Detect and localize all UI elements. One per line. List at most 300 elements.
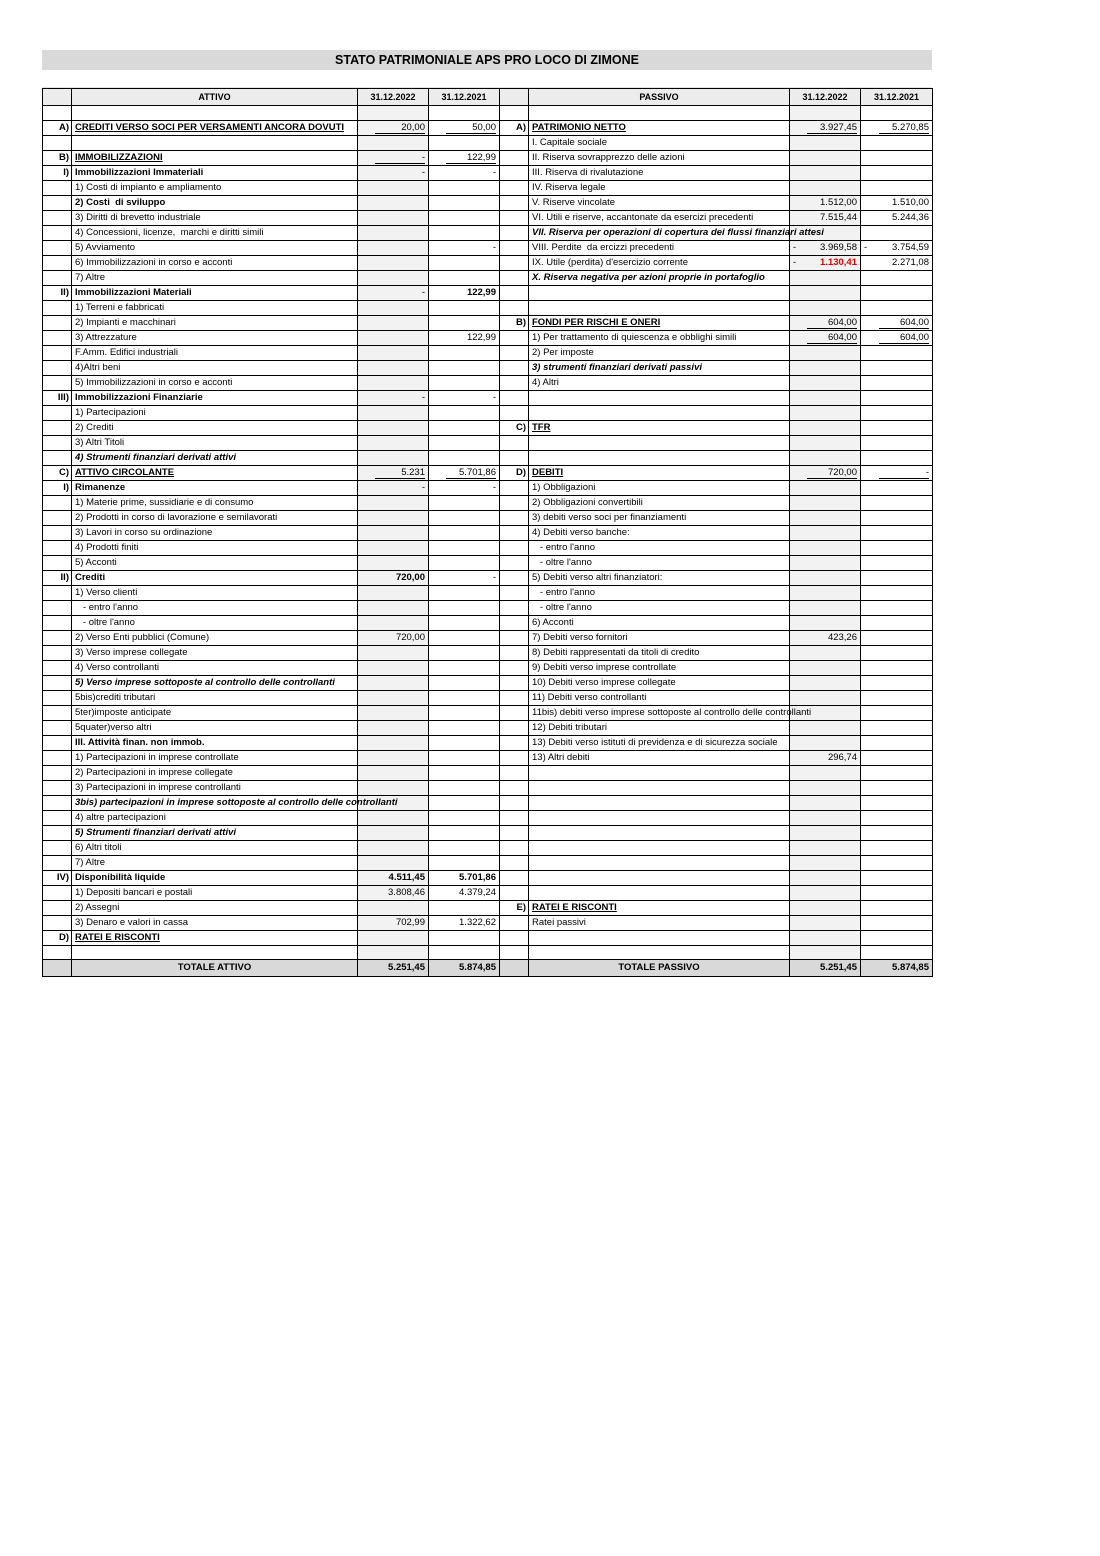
passivo-value-2021 [861,165,933,180]
passivo-value-2022 [790,660,861,675]
passivo-value-2021 [861,720,933,735]
attivo-prefix [43,840,72,855]
table-row [43,375,933,390]
passivo-value-2021 [861,525,933,540]
attivo-value-2021 [429,660,500,675]
passivo-value-2021 [861,420,933,435]
passivo-prefix [500,450,529,465]
attivo-value-2022 [358,315,429,330]
attivo-value-2022 [358,945,429,960]
attivo-label: Immobilizzazioni Immateriali [72,165,358,180]
table-row [43,465,933,480]
attivo-value-2021 [429,315,500,330]
passivo-label: 3) strumenti finanziari derivati passivi [529,360,790,375]
passivo-prefix [500,735,529,750]
attivo-value-2021 [429,705,500,720]
balance-table [42,88,933,977]
attivo-value-2021: - [429,570,500,585]
attivo-value-2022 [358,195,429,210]
passivo-value-2021 [861,555,933,570]
attivo-prefix: II) [43,285,72,300]
passivo-value-2021 [861,300,933,315]
totale-passivo-2022: 5.251,45 [790,960,861,977]
table-row [43,420,933,435]
passivo-value-2021 [861,915,933,930]
attivo-value-2021 [429,540,500,555]
attivo-value-2021 [429,435,500,450]
passivo-label [529,840,790,855]
passivo-prefix [500,600,529,615]
passivo-value-2022 [790,405,861,420]
attivo-label: 4) altre partecipazioni [72,810,358,825]
table-row [43,315,933,330]
attivo-prefix [43,315,72,330]
attivo-value-2022 [358,106,429,121]
passivo-value-2022 [790,720,861,735]
table-row [43,150,933,165]
passivo-value-2021 [861,106,933,121]
attivo-label: 4) Concessioni, licenze, marchi e diritti simili [72,225,358,240]
passivo-prefix [500,795,529,810]
passivo-prefix [500,135,529,150]
passivo-value-2021 [861,390,933,405]
passivo-prefix [500,345,529,360]
passivo-value-2021 [861,660,933,675]
passivo-prefix [500,855,529,870]
attivo-value-2021 [429,825,500,840]
attivo-value-2022 [358,420,429,435]
passivo-value-2021 [861,930,933,945]
attivo-prefix: I) [43,165,72,180]
attivo-value-2021 [429,450,500,465]
passivo-label: 3) debiti verso soci per finanziamenti [529,510,790,525]
attivo-value-2021 [429,225,500,240]
passivo-label: TFR [529,420,790,435]
passivo-value-2022 [790,435,861,450]
attivo-value-2022 [358,495,429,510]
passivo-value-2022 [790,735,861,750]
attivo-label: Rimanenze [72,480,358,495]
passivo-value-2022 [790,825,861,840]
passivo-prefix [500,360,529,375]
attivo-prefix: II) [43,570,72,585]
attivo-prefix [43,855,72,870]
passivo-label [529,106,790,121]
spacer-row [42,70,932,88]
passivo-value-2021 [861,480,933,495]
table-row [43,900,933,915]
attivo-prefix [43,900,72,915]
attivo-value-2021 [429,525,500,540]
passivo-label: V. Riserve vincolate [529,195,790,210]
table-row [43,120,933,135]
passivo-col-2022: 31.12.2022 [790,89,861,106]
passivo-value-2021 [861,705,933,720]
passivo-value-2021 [861,150,933,165]
passivo-label: - oltre l'anno [529,600,790,615]
passivo-value-2022 [790,106,861,121]
attivo-value-2021 [429,795,500,810]
attivo-header: ATTIVO [72,89,358,106]
passivo-label: PATRIMONIO NETTO [529,120,790,135]
attivo-value-2022 [358,645,429,660]
passivo-value-2022: 720,00 [790,465,861,480]
passivo-value-2022 [790,540,861,555]
table-row [43,705,933,720]
attivo-label: 2) Assegni [72,900,358,915]
passivo-label: 12) Debiti tributari [529,720,790,735]
attivo-prefix [43,435,72,450]
passivo-label: FONDI PER RISCHI E ONERI [529,315,790,330]
attivo-prefix [43,525,72,540]
passivo-label [529,780,790,795]
passivo-label: II. Riserva sovrapprezzo delle azioni [529,150,790,165]
negative-sign: - [793,241,797,253]
passivo-label: - entro l'anno [529,540,790,555]
passivo-value-2022 [790,390,861,405]
attivo-prefix [43,300,72,315]
passivo-label: X. Riserva negativa per azioni proprie in portafoglio [529,270,790,285]
attivo-prefix [43,270,72,285]
passivo-prefix [500,660,529,675]
passivo-value-2021: 604,00 [861,330,933,345]
passivo-prefix [500,870,529,885]
passivo-prefix [500,930,529,945]
table-row [43,750,933,765]
attivo-value-2021 [429,675,500,690]
attivo-value-2022 [358,810,429,825]
attivo-value-2021 [429,900,500,915]
totals-row [43,960,933,977]
attivo-value-2021 [429,780,500,795]
sheet-title: STATO PATRIMONIALE APS PRO LOCO DI ZIMONE [42,50,932,70]
passivo-value-2022 [790,345,861,360]
passivo-prefix [500,285,529,300]
attivo-value-2022 [358,525,429,540]
passivo-prefix [500,150,529,165]
passivo-label [529,300,790,315]
passivo-prefix [500,780,529,795]
table-row [43,840,933,855]
passivo-value-2021 [861,840,933,855]
header-row [43,89,933,106]
table-row [43,330,933,345]
table-row [43,585,933,600]
passivo-value-2022 [790,555,861,570]
attivo-value-2021 [429,690,500,705]
passivo-label: 5) Debiti verso altri finanziatori: [529,570,790,585]
attivo-prefix [43,375,72,390]
passivo-prefix [500,630,529,645]
attivo-value-2022 [358,240,429,255]
attivo-label: 2) Partecipazioni in imprese collegate [72,765,358,780]
passivo-value-2022 [790,450,861,465]
attivo-value-2021 [429,420,500,435]
passivo-label: VI. Utili e riserve, accantonate da esercizi precedenti [529,210,790,225]
passivo-value-2022 [790,180,861,195]
passivo-value-2022 [790,615,861,630]
attivo-prefix [43,885,72,900]
attivo-prefix [43,615,72,630]
passivo-label: 7) Debiti verso fornitori [529,630,790,645]
passivo-value-2022 [790,360,861,375]
attivo-value-2022: - [358,480,429,495]
attivo-prefix [43,210,72,225]
passivo-label: 1) Obbligazioni [529,480,790,495]
attivo-prefix [43,180,72,195]
attivo-value-2022 [358,900,429,915]
passivo-value-2021 [861,750,933,765]
attivo-prefix: III) [43,390,72,405]
table-row [43,855,933,870]
attivo-label: 5bis)crediti tributari [72,690,358,705]
passivo-value-2021 [861,645,933,660]
attivo-value-2021 [429,555,500,570]
attivo-prefix: C) [43,465,72,480]
table-row [43,225,933,240]
table-row [43,540,933,555]
attivo-value-2022: 702,99 [358,915,429,930]
attivo-value-2021 [429,495,500,510]
passivo-value-2022 [790,690,861,705]
passivo-value-2022 [790,135,861,150]
totale-attivo-2022: 5.251,45 [358,960,429,977]
attivo-value-2021 [429,735,500,750]
table-row [43,570,933,585]
attivo-label: - oltre l'anno [72,615,358,630]
totale-attivo-label: TOTALE ATTIVO [72,960,358,977]
attivo-value-2021: 5.701,86 [429,870,500,885]
attivo-prefix [43,765,72,780]
table-row [43,435,933,450]
attivo-value-2021 [429,630,500,645]
attivo-label: 4) Strumenti finanziari derivati attivi [72,450,358,465]
attivo-label: 6) Altri titoli [72,840,358,855]
passivo-label: 11) Debiti verso controllanti [529,690,790,705]
attivo-value-2022 [358,255,429,270]
table-row [43,795,933,810]
attivo-value-2021 [429,585,500,600]
passivo-prefix [500,210,529,225]
attivo-label: 7) Altre [72,855,358,870]
table-row [43,630,933,645]
passivo-prefix [500,300,529,315]
passivo-label [529,435,790,450]
passivo-value-2021 [861,600,933,615]
passivo-prefix [500,390,529,405]
attivo-prefix [43,690,72,705]
passivo-prefix [500,885,529,900]
passivo-value-2021 [861,780,933,795]
attivo-prefix [43,330,72,345]
attivo-prefix [43,195,72,210]
passivo-label [529,825,790,840]
attivo-value-2022 [358,360,429,375]
attivo-label: 4)Altri beni [72,360,358,375]
passivo-value-2022 [790,855,861,870]
attivo-prefix: I) [43,480,72,495]
attivo-prefix: A) [43,120,72,135]
passivo-prefix [500,765,529,780]
attivo-prefix [43,555,72,570]
passivo-prefix [500,495,529,510]
table-row [43,720,933,735]
attivo-label: 3) Lavori in corso su ordinazione [72,525,358,540]
attivo-value-2022 [358,600,429,615]
attivo-value-2022 [358,450,429,465]
passivo-label [529,930,790,945]
attivo-value-2022: - [358,285,429,300]
passivo-value-2022 [790,150,861,165]
passivo-prefix [500,525,529,540]
passivo-label: IV. Riserva legale [529,180,790,195]
passivo-label: 4) Altri [529,375,790,390]
attivo-value-2021 [429,750,500,765]
table-row [43,615,933,630]
attivo-value-2022 [358,705,429,720]
passivo-prefix [500,225,529,240]
attivo-value-2021 [429,210,500,225]
attivo-value-2022 [358,615,429,630]
attivo-value-2022 [358,300,429,315]
attivo-label: 4) Prodotti finiti [72,540,358,555]
passivo-value-2021: - 3.754,59 [861,240,933,255]
attivo-prefix: B) [43,150,72,165]
attivo-value-2021: - [429,240,500,255]
passivo-value-2021 [861,285,933,300]
attivo-value-2021: - [429,480,500,495]
attivo-value-2022 [358,735,429,750]
attivo-label: 1) Costi di impianto e ampliamento [72,180,358,195]
passivo-prefix: B) [500,315,529,330]
passivo-prefix [500,750,529,765]
attivo-value-2022 [358,510,429,525]
table-row [43,270,933,285]
attivo-value-2022: - [358,165,429,180]
attivo-value-2021 [429,810,500,825]
passivo-value-2022: - 3.969,58 [790,240,861,255]
table-row [43,690,933,705]
table-row [43,180,933,195]
attivo-label: 2) Costi di sviluppo [72,195,358,210]
attivo-value-2021 [429,645,500,660]
attivo-label: 5) Immobilizzazioni in corso e acconti [72,375,358,390]
passivo-value-2022: 423,26 [790,630,861,645]
passivo-label: 1) Per trattamento di quiescenza e obblighi simili [529,330,790,345]
attivo-value-2021 [429,615,500,630]
attivo-value-2022 [358,540,429,555]
table-row [43,915,933,930]
passivo-value-2021 [861,510,933,525]
passivo-prefix: D) [500,465,529,480]
attivo-label: 3) Partecipazioni in imprese controllanti [72,780,358,795]
passivo-value-2021: 5.270,85 [861,120,933,135]
attivo-label [72,945,358,960]
passivo-label: VIII. Perdite da ercizzi precedenti [529,240,790,255]
passivo-prefix [500,945,529,960]
passivo-prefix [500,180,529,195]
table-row [43,495,933,510]
passivo-label [529,285,790,300]
passivo-label: - entro l'anno [529,585,790,600]
attivo-label: Crediti [72,570,358,585]
attivo-value-2022 [358,780,429,795]
passivo-value-2021 [861,375,933,390]
passivo-label: 13) Debiti verso istituti di previdenza e di sicurezza sociale [529,735,790,750]
table-row [43,360,933,375]
passivo-value-2022 [790,765,861,780]
attivo-value-2021 [429,270,500,285]
passivo-value-2022 [790,525,861,540]
passivo-prefix [500,165,529,180]
attivo-label: 3) Diritti di brevetto industriale [72,210,358,225]
attivo-value-2021 [429,180,500,195]
table-row [43,285,933,300]
passivo-prefix: C) [500,420,529,435]
attivo-prefix [43,405,72,420]
passivo-label: 8) Debiti rappresentati da titoli di credito [529,645,790,660]
attivo-prefix [43,780,72,795]
attivo-label: 3) Attrezzature [72,330,358,345]
attivo-label [72,106,358,121]
passivo-label: 4) Debiti verso banche: [529,525,790,540]
table-row [43,345,933,360]
table-row [43,945,933,960]
table-row [43,390,933,405]
passivo-value-2021 [861,675,933,690]
passivo-header: PASSIVO [529,89,790,106]
passivo-prefix [500,255,529,270]
passivo-value-2021 [861,900,933,915]
passivo-label [529,945,790,960]
totale-passivo-2021: 5.874,85 [861,960,933,977]
passivo-value-2022 [790,930,861,945]
passivo-label: - oltre l'anno [529,555,790,570]
attivo-prefix [43,106,72,121]
table-row [43,135,933,150]
table-row [43,240,933,255]
attivo-prefix: IV) [43,870,72,885]
passivo-prefix [500,705,529,720]
attivo-label: 1) Partecipazioni in imprese controllate [72,750,358,765]
attivo-label: 5) Avviamento [72,240,358,255]
attivo-value-2021: - [429,390,500,405]
passivo-value-2022 [790,885,861,900]
attivo-value-2022 [358,345,429,360]
table-row [43,675,933,690]
passivo-prefix [500,405,529,420]
attivo-prefix [43,720,72,735]
attivo-value-2021 [429,600,500,615]
attivo-value-2022 [358,750,429,765]
passivo-prefix [500,840,529,855]
passivo-value-2021 [861,630,933,645]
passivo-value-2022 [790,420,861,435]
passivo-prefix [500,270,529,285]
attivo-value-2022 [358,765,429,780]
attivo-prefix [43,495,72,510]
passivo-prefix [500,810,529,825]
table-row [43,300,933,315]
passivo-value-2022 [790,510,861,525]
passivo-value-2021 [861,405,933,420]
attivo-prefix [43,255,72,270]
passivo-prefix [500,375,529,390]
passivo-value-2021 [861,540,933,555]
attivo-col-2021: 31.12.2021 [429,89,500,106]
passivo-value-2021 [861,435,933,450]
attivo-value-2022 [358,585,429,600]
